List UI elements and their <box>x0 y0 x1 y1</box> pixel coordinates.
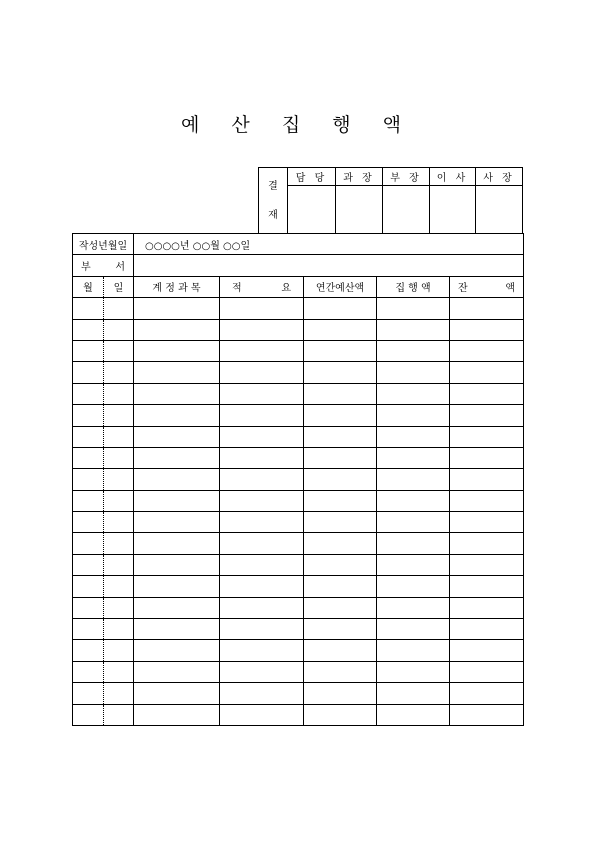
header-summary-part-1: 적 <box>232 283 242 295</box>
annual-budget-cell[interactable] <box>304 490 377 511</box>
account-cell[interactable] <box>134 405 220 426</box>
annual-budget-cell[interactable] <box>304 298 377 319</box>
day-cell[interactable] <box>104 661 134 682</box>
document-title: 예 산 집 행 액 <box>181 114 414 136</box>
rank-director: 이 사 <box>430 168 476 186</box>
month-cell[interactable] <box>73 683 104 704</box>
balance-cell[interactable] <box>450 469 524 490</box>
balance-cell[interactable] <box>450 340 524 361</box>
approval-label-top: 결 <box>268 180 278 192</box>
account-cell[interactable] <box>134 597 220 618</box>
executed-cell[interactable] <box>377 383 450 404</box>
summary-cell[interactable] <box>220 426 304 447</box>
balance-cell[interactable] <box>450 319 524 340</box>
table-row <box>73 405 524 426</box>
month-cell[interactable] <box>73 469 104 490</box>
month-cell[interactable] <box>73 319 104 340</box>
summary-cell[interactable] <box>220 640 304 661</box>
annual-budget-cell[interactable] <box>304 362 377 383</box>
dept-label-part-1: 부 <box>81 262 91 274</box>
summary-cell[interactable] <box>220 619 304 640</box>
month-cell[interactable] <box>73 490 104 511</box>
sign-box-section-chief[interactable] <box>336 186 383 234</box>
budget-form <box>72 233 524 726</box>
day-cell[interactable] <box>104 319 134 340</box>
table-row <box>73 447 524 468</box>
executed-cell[interactable] <box>377 426 450 447</box>
executed-cell[interactable] <box>377 533 450 554</box>
account-cell[interactable] <box>134 512 220 533</box>
month-cell[interactable] <box>73 661 104 682</box>
balance-cell[interactable] <box>450 298 524 319</box>
header-account: 계 정 과 목 <box>134 276 220 297</box>
day-cell[interactable] <box>104 405 134 426</box>
table-row <box>73 426 524 447</box>
header-balance-part-2: 액 <box>505 283 515 295</box>
account-cell[interactable] <box>134 640 220 661</box>
day-cell[interactable] <box>104 426 134 447</box>
month-cell[interactable] <box>73 619 104 640</box>
executed-cell[interactable] <box>377 340 450 361</box>
month-cell[interactable] <box>73 383 104 404</box>
balance-cell[interactable] <box>450 490 524 511</box>
column-header-row <box>73 276 524 297</box>
sign-box-staff[interactable] <box>288 186 336 234</box>
month-cell[interactable] <box>73 576 104 597</box>
annual-budget-cell[interactable] <box>304 383 377 404</box>
balance-cell[interactable] <box>450 554 524 575</box>
table-row <box>73 469 524 490</box>
executed-cell[interactable] <box>377 319 450 340</box>
executed-cell[interactable] <box>377 469 450 490</box>
month-cell[interactable] <box>73 405 104 426</box>
balance-cell[interactable] <box>450 661 524 682</box>
month-cell[interactable] <box>73 554 104 575</box>
account-cell[interactable] <box>134 362 220 383</box>
summary-cell[interactable] <box>220 554 304 575</box>
summary-cell[interactable] <box>220 340 304 361</box>
annual-budget-cell[interactable] <box>304 426 377 447</box>
annual-budget-cell[interactable] <box>304 597 377 618</box>
account-cell[interactable] <box>134 661 220 682</box>
month-cell[interactable] <box>73 512 104 533</box>
approval-label <box>259 168 288 234</box>
balance-cell[interactable] <box>450 426 524 447</box>
executed-cell[interactable] <box>377 704 450 725</box>
table-row <box>73 533 524 554</box>
day-cell[interactable] <box>104 362 134 383</box>
rank-president: 사 장 <box>476 168 523 186</box>
summary-cell[interactable] <box>220 319 304 340</box>
day-cell[interactable] <box>104 340 134 361</box>
date-value[interactable] <box>134 234 524 255</box>
summary-cell[interactable] <box>220 683 304 704</box>
account-cell[interactable] <box>134 554 220 575</box>
month-cell[interactable] <box>73 426 104 447</box>
balance-cell[interactable] <box>450 576 524 597</box>
header-summary-part-2: 요 <box>281 283 291 295</box>
table-row <box>73 704 524 725</box>
sign-box-director[interactable] <box>430 186 476 234</box>
annual-budget-cell[interactable] <box>304 447 377 468</box>
summary-cell[interactable] <box>220 383 304 404</box>
summary-cell[interactable] <box>220 362 304 383</box>
table-row <box>73 340 524 361</box>
executed-cell[interactable] <box>377 597 450 618</box>
day-cell[interactable] <box>104 469 134 490</box>
table-row <box>73 298 524 319</box>
table-row <box>73 554 524 575</box>
executed-cell[interactable] <box>377 405 450 426</box>
table-row <box>73 512 524 533</box>
annual-budget-cell[interactable] <box>304 704 377 725</box>
day-cell[interactable] <box>104 640 134 661</box>
account-cell[interactable] <box>134 447 220 468</box>
account-cell[interactable] <box>134 576 220 597</box>
balance-cell[interactable] <box>450 597 524 618</box>
annual-budget-cell[interactable] <box>304 640 377 661</box>
annual-budget-cell[interactable] <box>304 405 377 426</box>
balance-cell[interactable] <box>450 383 524 404</box>
table-row <box>73 683 524 704</box>
summary-cell[interactable] <box>220 533 304 554</box>
day-cell[interactable] <box>104 683 134 704</box>
account-cell[interactable] <box>134 490 220 511</box>
balance-cell[interactable] <box>450 512 524 533</box>
balance-cell[interactable] <box>450 362 524 383</box>
account-cell[interactable] <box>134 298 220 319</box>
header-balance-part-1: 잔 <box>458 283 468 295</box>
executed-cell[interactable] <box>377 683 450 704</box>
executed-cell[interactable] <box>377 512 450 533</box>
balance-cell[interactable] <box>450 405 524 426</box>
dept-label <box>73 255 134 276</box>
day-cell[interactable] <box>104 490 134 511</box>
summary-cell[interactable] <box>220 490 304 511</box>
annual-budget-cell[interactable] <box>304 619 377 640</box>
table-row <box>73 383 524 404</box>
month-cell[interactable] <box>73 447 104 468</box>
annual-budget-cell[interactable] <box>304 533 377 554</box>
approval-block <box>258 167 523 234</box>
summary-cell[interactable] <box>220 661 304 682</box>
account-cell[interactable] <box>134 619 220 640</box>
balance-cell[interactable] <box>450 640 524 661</box>
annual-budget-cell[interactable] <box>304 319 377 340</box>
month-cell[interactable] <box>73 362 104 383</box>
dept-value[interactable] <box>134 255 524 276</box>
summary-cell[interactable] <box>220 447 304 468</box>
executed-cell[interactable] <box>377 362 450 383</box>
balance-cell[interactable] <box>450 619 524 640</box>
annual-budget-cell[interactable] <box>304 661 377 682</box>
table-row <box>73 319 524 340</box>
table-row <box>73 576 524 597</box>
executed-cell[interactable] <box>377 447 450 468</box>
summary-cell[interactable] <box>220 597 304 618</box>
annual-budget-cell[interactable] <box>304 576 377 597</box>
day-cell[interactable] <box>104 512 134 533</box>
approval-label-bottom: 재 <box>268 209 278 221</box>
rank-section-chief: 과 장 <box>336 168 383 186</box>
balance-cell[interactable] <box>450 533 524 554</box>
sign-box-dept-head[interactable] <box>383 186 430 234</box>
executed-cell[interactable] <box>377 576 450 597</box>
executed-cell[interactable] <box>377 554 450 575</box>
table-row <box>73 597 524 618</box>
account-cell[interactable] <box>134 533 220 554</box>
day-cell[interactable] <box>104 619 134 640</box>
executed-cell[interactable] <box>377 619 450 640</box>
dept-label-part-2: 서 <box>115 262 125 274</box>
summary-cell[interactable] <box>220 704 304 725</box>
executed-cell[interactable] <box>377 490 450 511</box>
day-cell[interactable] <box>104 298 134 319</box>
account-cell[interactable] <box>134 469 220 490</box>
executed-cell[interactable] <box>377 298 450 319</box>
day-cell[interactable] <box>104 576 134 597</box>
date-label: 작성년월일 <box>73 234 134 255</box>
month-cell[interactable] <box>73 298 104 319</box>
header-day: 일 <box>104 276 134 297</box>
header-summary <box>220 276 304 297</box>
day-cell[interactable] <box>104 383 134 404</box>
annual-budget-cell[interactable] <box>304 512 377 533</box>
summary-cell[interactable] <box>220 576 304 597</box>
table-row <box>73 640 524 661</box>
account-cell[interactable] <box>134 426 220 447</box>
executed-cell[interactable] <box>377 661 450 682</box>
table-row <box>73 619 524 640</box>
sign-box-president[interactable] <box>476 186 523 234</box>
account-cell[interactable] <box>134 340 220 361</box>
account-cell[interactable] <box>134 704 220 725</box>
account-cell[interactable] <box>134 319 220 340</box>
balance-cell[interactable] <box>450 704 524 725</box>
month-cell[interactable] <box>73 704 104 725</box>
annual-budget-cell[interactable] <box>304 683 377 704</box>
header-executed: 집 행 액 <box>377 276 450 297</box>
table-row <box>73 490 524 511</box>
header-annual-budget: 연간예산액 <box>304 276 377 297</box>
header-month: 월 <box>73 276 104 297</box>
annual-budget-cell[interactable] <box>304 469 377 490</box>
summary-cell[interactable] <box>220 469 304 490</box>
month-cell[interactable] <box>73 640 104 661</box>
annual-budget-cell[interactable] <box>304 340 377 361</box>
summary-cell[interactable] <box>220 512 304 533</box>
rank-dept-head: 부 장 <box>383 168 430 186</box>
day-cell[interactable] <box>104 597 134 618</box>
day-cell[interactable] <box>104 447 134 468</box>
month-cell[interactable] <box>73 340 104 361</box>
balance-cell[interactable] <box>450 447 524 468</box>
balance-cell[interactable] <box>450 683 524 704</box>
account-cell[interactable] <box>134 383 220 404</box>
day-cell[interactable] <box>104 533 134 554</box>
day-cell[interactable] <box>104 704 134 725</box>
rank-staff: 담 당 <box>288 168 336 186</box>
month-cell[interactable] <box>73 533 104 554</box>
annual-budget-cell[interactable] <box>304 554 377 575</box>
table-row <box>73 362 524 383</box>
month-cell[interactable] <box>73 597 104 618</box>
account-cell[interactable] <box>134 683 220 704</box>
summary-cell[interactable] <box>220 405 304 426</box>
table-row <box>73 661 524 682</box>
header-balance <box>450 276 524 297</box>
executed-cell[interactable] <box>377 640 450 661</box>
summary-cell[interactable] <box>220 298 304 319</box>
day-cell[interactable] <box>104 554 134 575</box>
date-value-text: ○○○○년 ○○월 ○○일 <box>145 240 251 252</box>
